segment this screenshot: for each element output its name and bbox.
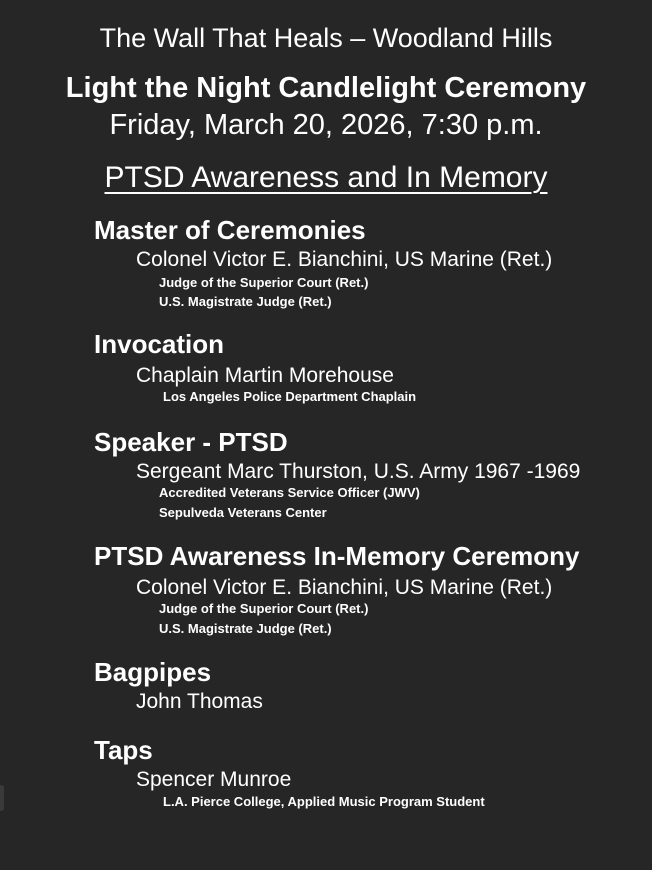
participant-name: Sergeant Marc Thurston, U.S. Army 1967 -1969 xyxy=(136,460,581,483)
participant-detail: U.S. Magistrate Judge (Ret.) xyxy=(159,621,332,636)
participant-name: Colonel Victor E. Bianchini, US Marine (Ret.) xyxy=(136,248,553,271)
section-heading: Master of Ceremonies xyxy=(94,215,366,245)
participant-name: John Thomas xyxy=(136,690,263,713)
ceremony-title: Light the Night Candlelight Ceremony xyxy=(65,72,587,104)
ceremony-theme-text: PTSD Awareness and In Memory xyxy=(104,161,548,194)
section-heading: Speaker - PTSD xyxy=(94,427,288,457)
section-heading: Invocation xyxy=(94,329,225,359)
participant-detail: Accredited Veterans Service Officer (JWV) xyxy=(159,485,420,500)
section-heading: Taps xyxy=(94,735,153,765)
ceremony-date: Friday, March 20, 2026, 7:30 p.m. xyxy=(109,109,543,141)
section-heading: PTSD Awareness In-Memory Ceremony xyxy=(94,541,580,571)
ceremony-theme xyxy=(0,160,652,196)
edge-tab xyxy=(0,785,4,811)
participant-detail: Judge of the Superior Court (Ret.) xyxy=(159,275,369,290)
participant-name: Colonel Victor E. Bianchini, US Marine (Ret.) xyxy=(136,576,553,599)
participant-name: Spencer Munroe xyxy=(136,768,292,791)
event-title: The Wall That Heals – Woodland Hills xyxy=(99,23,553,53)
participant-name: Chaplain Martin Morehouse xyxy=(136,364,394,387)
participant-detail: Sepulveda Veterans Center xyxy=(159,505,327,520)
participant-detail: L.A. Pierce College, Applied Music Program Student xyxy=(163,794,485,809)
participant-detail: Judge of the Superior Court (Ret.) xyxy=(159,601,369,616)
participant-detail: U.S. Magistrate Judge (Ret.) xyxy=(159,294,332,309)
participant-detail: Los Angeles Police Department Chaplain xyxy=(163,389,417,404)
section-heading: Bagpipes xyxy=(94,657,212,687)
